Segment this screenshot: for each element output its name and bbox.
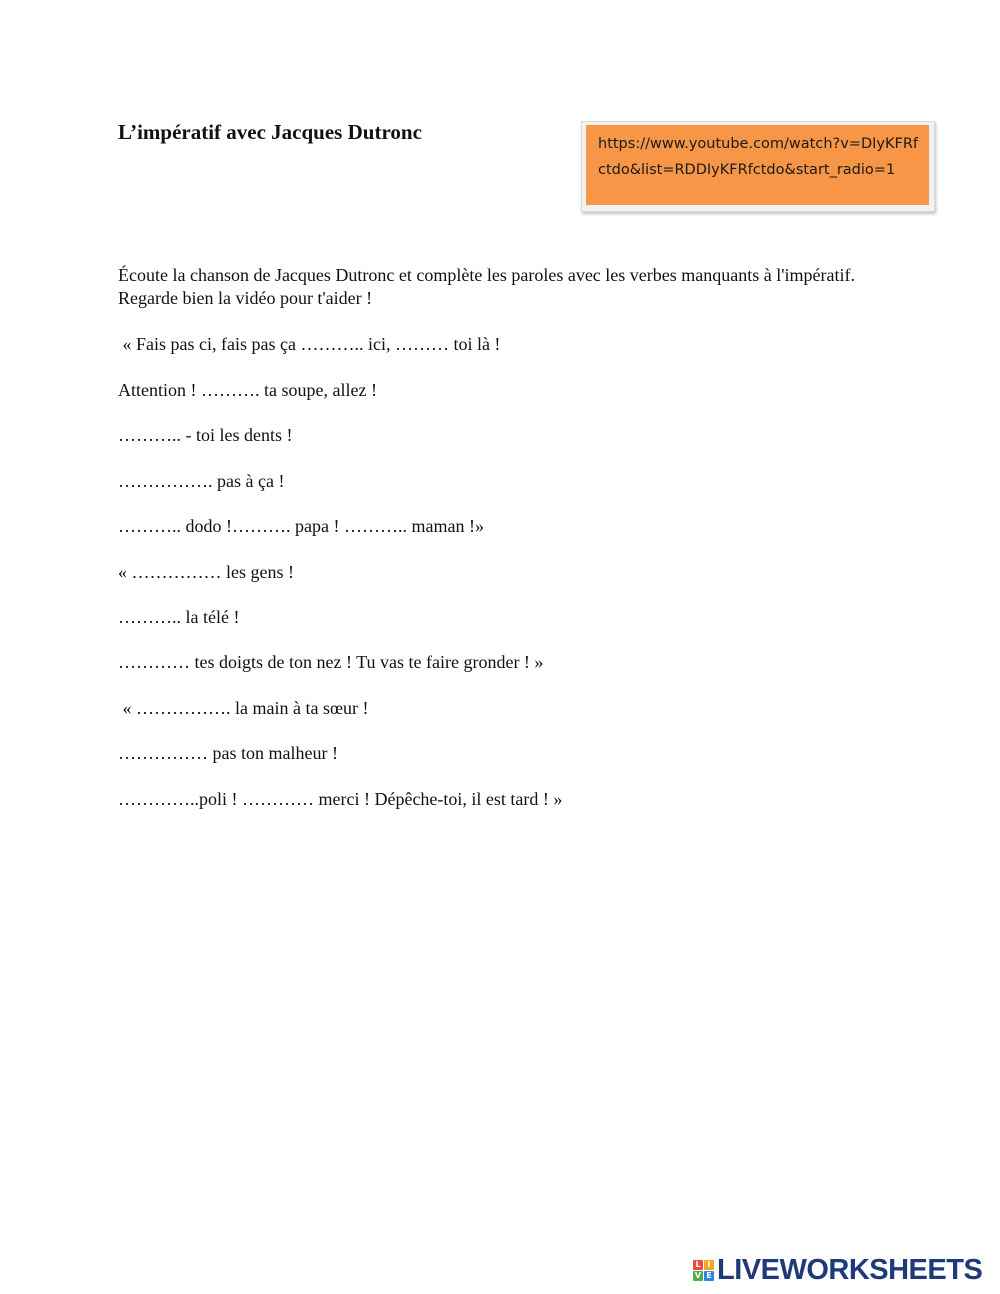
- lyric-line-3: ……….. - toi les dents !: [118, 425, 293, 445]
- lyric-line-1: « Fais pas ci, fais pas ça ……….. ici, ……… toi là !: [118, 334, 501, 354]
- lyric-line-6: « …………… les gens !: [118, 562, 294, 582]
- video-link-box: [581, 121, 935, 212]
- instructions-text: Écoute la chanson de Jacques Dutronc et complète les paroles avec les verbes manquants à l'impératif. Regarde bien la vidéo pour t'aider !: [118, 265, 855, 308]
- logo-mark-letter: V: [694, 1271, 702, 1280]
- logo-mark-letter: I: [704, 1260, 714, 1270]
- logo-mark-letter: L: [693, 1260, 703, 1270]
- lyric-line-10: …………… pas ton malheur !: [118, 743, 338, 763]
- lyric-line-5: ……….. dodo !………. papa ! ……….. maman !»: [118, 516, 484, 536]
- lyric-line-7: ……….. la télé !: [118, 607, 240, 627]
- page-title: L’impératif avec Jacques Dutronc: [118, 120, 422, 144]
- lyric-line-2: Attention ! ………. ta soupe, allez !: [118, 380, 377, 400]
- lyric-line-9: « ……………. la main à ta sœur !: [118, 698, 369, 718]
- logo-mark-letter: E: [704, 1271, 714, 1281]
- video-link-box-fill: [586, 125, 929, 205]
- logo-wordmark: LIVEWORKSHEETS: [717, 1254, 983, 1286]
- video-url-link[interactable]: https://www.youtube.com/watch?v=DIyKFRfctdo&list=RDDIyKFRfctdo&start_radio=1: [598, 136, 919, 178]
- liveworksheets-logo: [693, 1255, 982, 1285]
- lyric-line-8: ………… tes doigts de ton nez ! Tu vas te faire gronder ! »: [118, 652, 544, 672]
- lyric-line-11: …………..poli ! ………… merci ! Dépêche-toi, il est tard ! »: [118, 789, 563, 809]
- liveworksheets-logo-icon: [693, 1260, 714, 1281]
- lyric-line-4: ……………. pas à ça !: [118, 471, 285, 491]
